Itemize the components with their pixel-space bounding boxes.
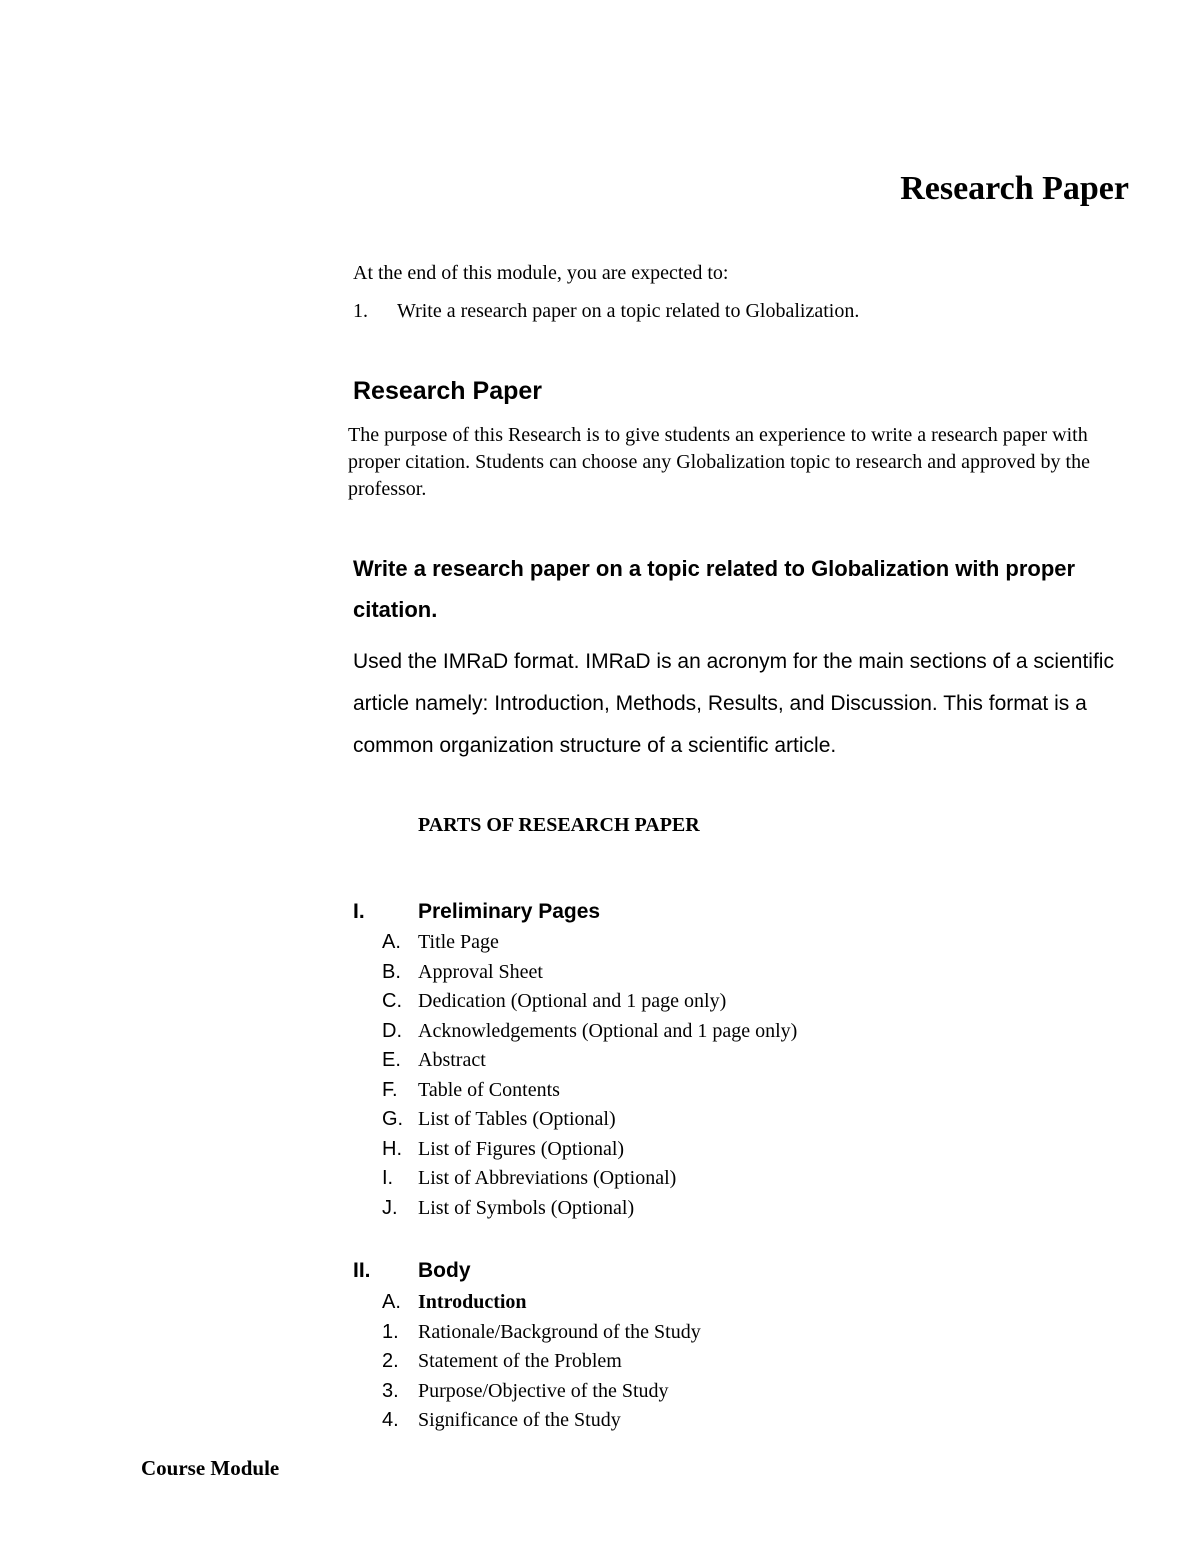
section-preliminary-pages-heading — [353, 900, 600, 924]
list-item — [382, 1076, 797, 1106]
task-heading: Write a research paper on a topic related to Globalization with proper citation. — [353, 556, 1076, 622]
imrad-paragraph: Used the IMRaD format. IMRaD is an acronym for the main sections of a scientific article namely: Introduction, Methods, Results, and Discussion. This format is a common organization structure of a scientific article. — [353, 650, 1114, 757]
list-marker: 3. — [382, 1379, 399, 1402]
list-item — [382, 1318, 701, 1348]
list-item — [382, 1194, 797, 1224]
list-item — [382, 1017, 797, 1047]
list-item-label: Rationale/Background of the Study — [418, 1320, 701, 1343]
list-marker: 4. — [382, 1409, 399, 1431]
section-body-heading — [353, 1259, 471, 1283]
list-item — [382, 987, 797, 1017]
list-item-label: List of Abbreviations (Optional) — [418, 1167, 677, 1189]
section-roman-numeral: II. — [353, 1259, 371, 1282]
list-item-label: Acknowledgements (Optional and 1 page only) — [418, 1019, 798, 1042]
list-item-label: Introduction — [418, 1291, 527, 1313]
list-item — [382, 1135, 797, 1165]
list-item — [382, 958, 797, 988]
list-marker: H. — [382, 1137, 402, 1160]
list-marker: C. — [382, 990, 402, 1012]
page-title: Research Paper — [900, 170, 1129, 207]
list-item — [382, 1046, 797, 1076]
list-item — [382, 1347, 701, 1377]
list-marker: J. — [382, 1196, 398, 1219]
list-marker: I. — [382, 1167, 394, 1189]
section-title: Preliminary Pages — [418, 900, 601, 923]
list-item — [382, 1377, 701, 1407]
list-item-label: Statement of the Problem — [418, 1350, 622, 1372]
list-marker: A. — [382, 1291, 401, 1313]
list-item-label: Purpose/Objective of the Study — [418, 1379, 669, 1402]
list-item-label: List of Symbols (Optional) — [418, 1196, 635, 1219]
objective-text: Write a research paper on a topic related to Globalization. — [397, 300, 860, 322]
section-title: Body — [418, 1259, 471, 1282]
list-marker: D. — [382, 1019, 402, 1042]
list-marker: B. — [382, 960, 401, 983]
objective-number: 1. — [353, 300, 368, 322]
body-list — [382, 1288, 701, 1436]
footer-course-module: Course Module — [141, 1456, 280, 1480]
list-marker: 2. — [382, 1350, 399, 1372]
list-item-label: List of Tables (Optional) — [418, 1108, 616, 1130]
preliminary-pages-list — [382, 928, 797, 1223]
list-marker: F. — [382, 1078, 398, 1101]
list-item — [382, 1406, 701, 1436]
list-marker: A. — [382, 931, 401, 953]
list-item-label: Approval Sheet — [418, 960, 543, 983]
list-item — [382, 1164, 797, 1194]
parts-heading: PARTS OF RESEARCH PAPER — [418, 814, 700, 836]
list-marker: 1. — [382, 1320, 399, 1343]
list-item — [382, 1105, 797, 1135]
list-item-label: List of Figures (Optional) — [418, 1137, 625, 1160]
list-item — [382, 1288, 701, 1318]
objectives-intro: At the end of this module, you are expected to: — [353, 262, 729, 284]
list-item-label: Table of Contents — [418, 1078, 560, 1101]
purpose-paragraph: The purpose of this Research is to give students an experience to write a research paper with proper citation. Students can choose any Globalization topic to research and approved by the professor. — [348, 424, 1090, 500]
list-item — [382, 928, 797, 958]
list-item-label: Dedication (Optional and 1 page only) — [418, 990, 727, 1012]
list-item-label: Title Page — [418, 931, 499, 953]
section-heading: Research Paper — [353, 377, 543, 405]
objective-item — [353, 300, 859, 323]
list-item-label: Significance of the Study — [418, 1409, 621, 1431]
list-item-label: Abstract — [418, 1049, 486, 1071]
list-marker: G. — [382, 1108, 404, 1130]
list-marker: E. — [382, 1049, 401, 1071]
section-roman-numeral: I. — [353, 900, 365, 923]
